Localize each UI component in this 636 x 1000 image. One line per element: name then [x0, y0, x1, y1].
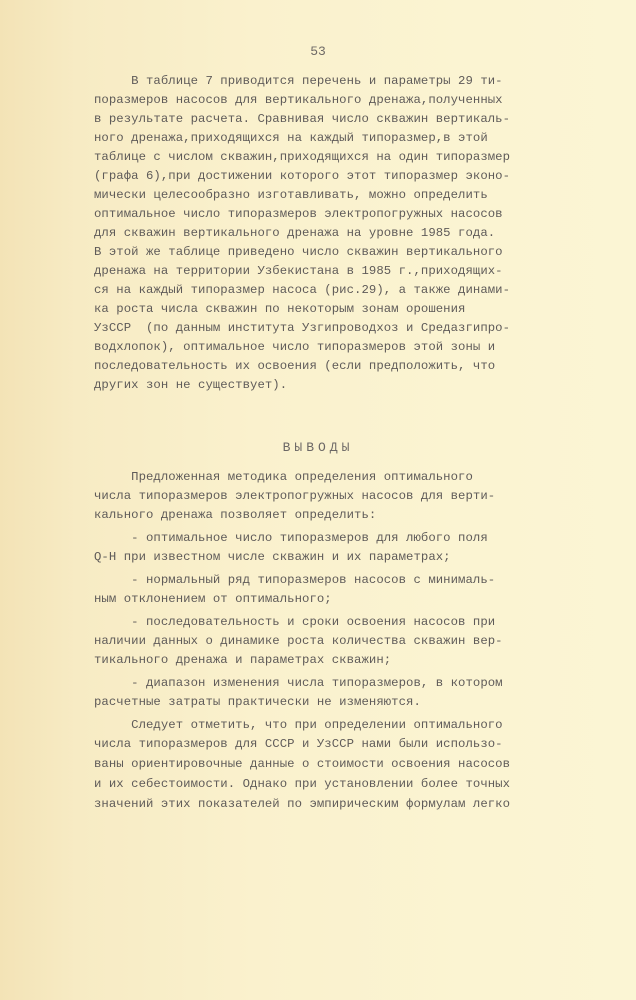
text-line: ным отклонением от оптимального; — [94, 592, 332, 606]
list-item: - диапазон изменения числа типоразмеров, в котором — [94, 676, 503, 690]
text-line: числа типоразмеров электропогружных насосов для верти- — [94, 489, 496, 503]
text-line: поразмеров насосов для вертикального дренажа,полученных — [94, 93, 503, 107]
text-line: водхлопок), оптимальное число типоразмеров этой зоны и — [94, 340, 496, 354]
text-line: в результате расчета. Сравнивая число скважин вертикаль- — [94, 112, 511, 126]
text-line: Следует отметить, что при определении оптимального — [94, 718, 503, 732]
text-line: последовательность их освоения (если предположить, что — [94, 359, 496, 373]
text-line: и их себестоимости. Однако при установлении более точных — [94, 777, 511, 791]
list-item: - оптимальное число типоразмеров для любого поля — [94, 531, 488, 545]
text-line: ка роста числа скважин по некоторым зонам орошения — [94, 302, 466, 316]
text-line: ного дренажа,приходящихся на каждый типоразмер,в этой — [94, 131, 488, 145]
text-line: ся на каждый типоразмер насоса (рис.29), а также динами- — [94, 283, 511, 297]
text-line: Предложенная методика определения оптимального — [94, 470, 473, 484]
text-line: расчетные затраты практически не изменяются. — [94, 695, 421, 709]
text-line: значений этих показателей по эмпирическим формулам легко — [94, 797, 511, 811]
section-heading-conclusions: ВЫВОДЫ — [282, 440, 354, 455]
text-line: дренажа на территории Узбекистана в 1985 г.,приходящих- — [94, 264, 503, 278]
text-line: оптимальное число типоразмеров электропогружных насосов — [94, 207, 503, 221]
text-line: УзССР (по данным института Узгипроводхоз и Средазгипро- — [94, 321, 511, 335]
text-line: наличии данных о динамике роста количества скважин вер- — [94, 634, 503, 648]
text-line: мически целесообразно изготавливать, можно определить — [94, 188, 488, 202]
list-item: - нормальный ряд типоразмеров насосов с минималь- — [94, 573, 496, 587]
text-line: Q-H при известном числе скважин и их параметрах; — [94, 550, 451, 564]
text-line: тикального дренажа и параметрах скважин; — [94, 653, 392, 667]
text-line: числа типоразмеров для СССР и УзССР нами были использо- — [94, 737, 503, 751]
text-line: других зон не существует). — [94, 378, 288, 392]
text-line: (графа 6),при достижении которого этот типоразмер эконо- — [94, 169, 511, 183]
page-number: 53 — [310, 44, 326, 59]
text-line: кального дренажа позволяет определить: — [94, 508, 377, 522]
text-line: таблице с числом скважин,приходящихся на один типоразмер — [94, 150, 511, 164]
text-line: В этой же таблице приведено число скважин вертикального — [94, 245, 503, 259]
text-line: ваны ориентировочные данные о стоимости освоения насосов — [94, 757, 511, 771]
list-item: - последовательность и сроки освоения насосов при — [94, 615, 496, 629]
text-line: для скважин вертикального дренажа на уровне 1985 года. — [94, 226, 496, 240]
text-line: В таблице 7 приводится перечень и параметры 29 ти- — [94, 74, 503, 88]
